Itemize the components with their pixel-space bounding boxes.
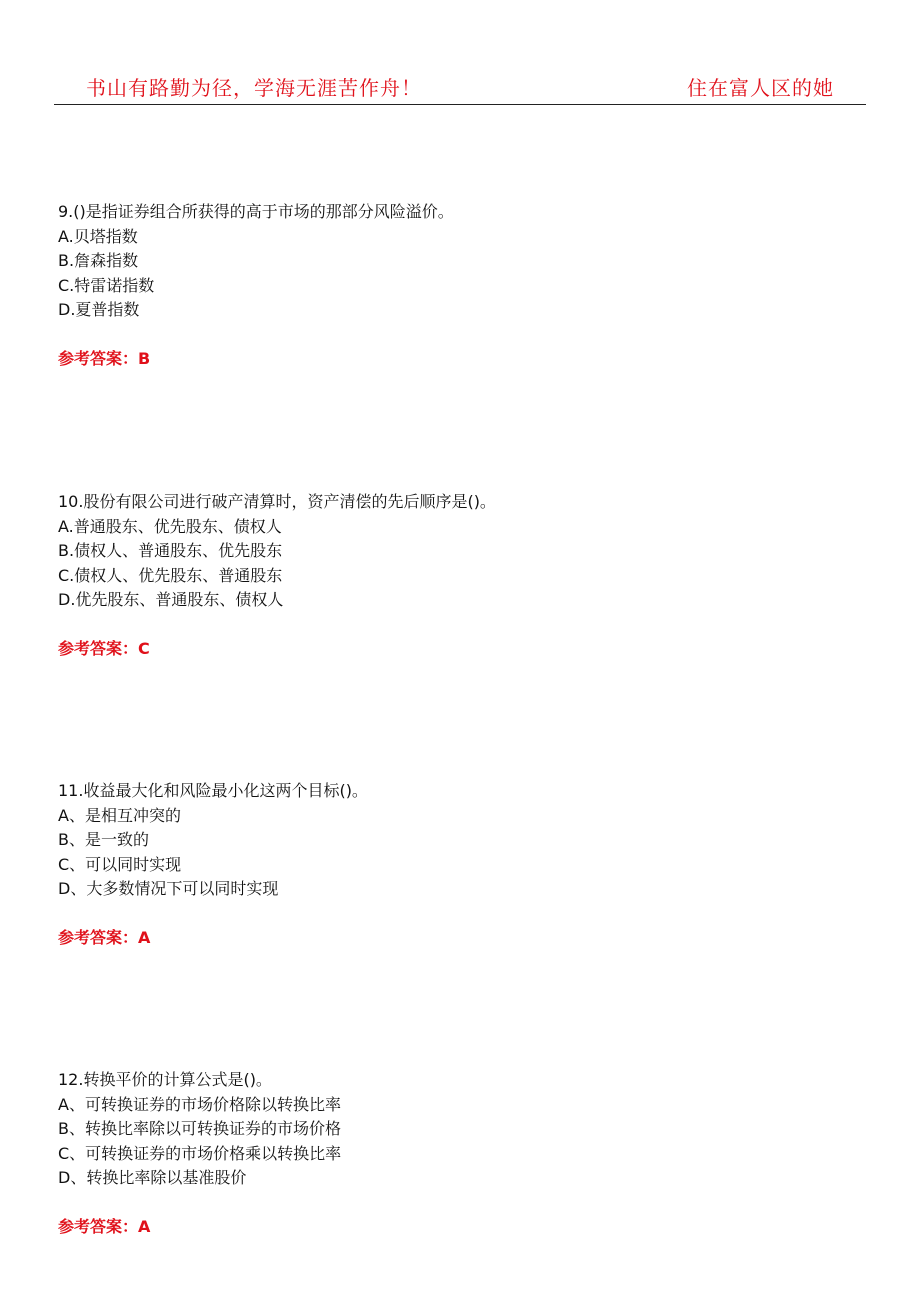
question-stem: 12.转换平价的计算公式是()。 xyxy=(58,1070,272,1089)
header-motto: 书山有路勤为径，学海无涯苦作舟！ xyxy=(86,76,422,100)
question-stem: 10.股份有限公司进行破产清算时，资产清偿的先后顺序是()。 xyxy=(58,492,496,511)
question-stem: 11.收益最大化和风险最小化这两个目标()。 xyxy=(58,781,368,800)
option-d: D、转换比率除以基准股价 xyxy=(58,1168,247,1187)
option-b: B、是一致的 xyxy=(58,830,149,849)
answer-label: 参考答案：B xyxy=(58,348,151,368)
question-11 xyxy=(58,779,858,950)
option-d: D、大多数情况下可以同时实现 xyxy=(58,879,279,898)
header-tagline: 住在富人区的她 xyxy=(687,76,834,100)
answer-label: 参考答案：A xyxy=(58,927,151,947)
option-b: B、转换比率除以可转换证券的市场价格 xyxy=(58,1119,341,1138)
answer-label: 参考答案：C xyxy=(58,638,150,658)
option-c: C、可转换证券的市场价格乘以转换比率 xyxy=(58,1143,342,1163)
option-a: A、是相互冲突的 xyxy=(58,805,181,825)
question-12 xyxy=(58,1068,858,1239)
answer-label: 参考答案：A xyxy=(58,1216,151,1236)
option-a: A、可转换证券的市场价格除以转换比率 xyxy=(58,1094,341,1114)
option-b: B.詹森指数 xyxy=(58,251,139,270)
option-b: B.债权人、普通股东、优先股东 xyxy=(58,541,283,560)
option-c: C.债权人、优先股东、普通股东 xyxy=(58,565,283,585)
question-stem: 9.()是指证券组合所获得的高于市场的那部分风险溢价。 xyxy=(58,202,454,221)
question-10 xyxy=(58,490,858,661)
option-a: A.普通股东、优先股东、债权人 xyxy=(58,516,282,536)
option-d: D.优先股东、普通股东、债权人 xyxy=(58,590,284,609)
option-c: C.特雷诺指数 xyxy=(58,275,155,295)
option-a: A.贝塔指数 xyxy=(58,226,138,246)
page-header xyxy=(54,70,866,105)
option-c: C、可以同时实现 xyxy=(58,854,182,874)
option-d: D.夏普指数 xyxy=(58,300,140,319)
question-9 xyxy=(58,200,858,371)
